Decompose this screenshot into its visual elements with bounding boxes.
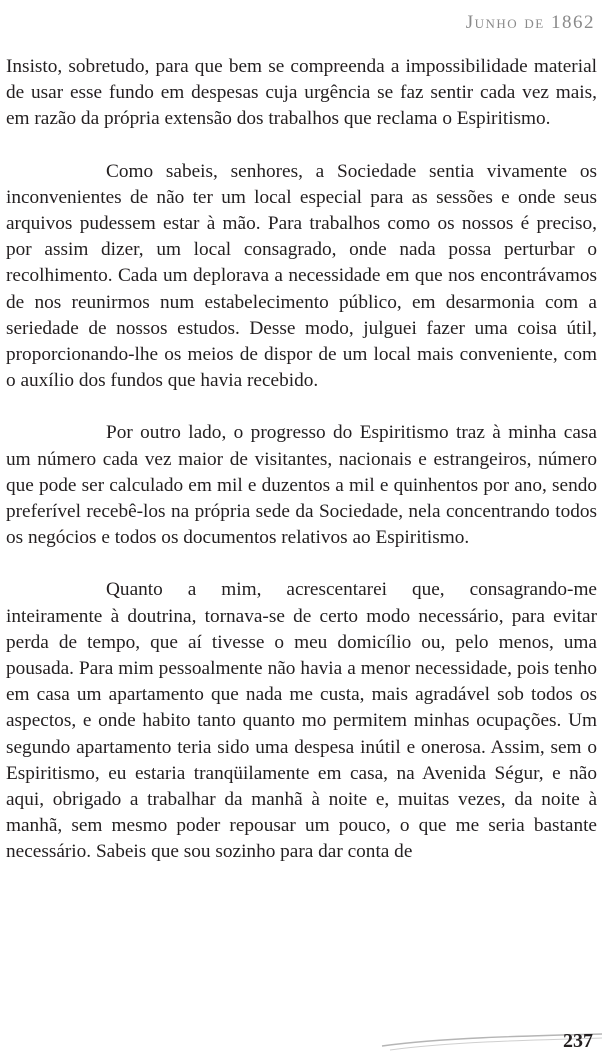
paragraph: Insisto, sobretudo, para que bem se compreenda a impossibilidade material de usar esse fundo em despesas cuja urgência se faz sentir cada vez mais, em razão da própria extensão dos trabalhos que reclama o Espiritismo. (6, 56, 597, 130)
paragraph: Quanto a mim, acrescentarei que, consagrando-me inteiramente à doutrina, tornava-se de certo modo necessário, para evitar perda de tempo, que aí tivesse o meu domicílio ou, pelo menos, uma pousada. Para mim pessoalmente não havia a menor necessidade, pois tenho em casa um apartamento que nada me custa, mais agradável sob todos os aspectos, e onde habito tanto quanto mo permitem minhas ocupações. Um segundo apartamento teria sido uma despesa inútil e onerosa. Assim, sem o Espiritismo, eu estaria tranqüilamente em casa, na Avenida Ségur, e não aqui, obrigado a trabalhar da manhã à noite e, muitas vezes, da noite à manhã, sem mesmo poder repousar um pouco, o que me seria bastante necessário. Sabeis que sou sozinho para dar conta de (6, 579, 597, 863)
paragraph: Como sabeis, senhores, a Sociedade sentia vivamente os inconvenientes de não ter um local especial para as sessões e onde seus arquivos pudessem estar à mão. Para trabalhos como os nossos é preciso, por assim dizer, um local consagrado, onde nada possa perturbar o recolhimento. Cada um deplorava a necessidade em que nos encontrávamos de nos reunirmos num estabelecimento público, em desarmonia com a seriedade de nossos estudos. Desse modo, julguei fazer uma coisa útil, proporcionando-lhe os meios de dispor de um local mais conveniente, com o auxílio dos fundos que havia recebido. (6, 160, 597, 392)
page-number: 237 (563, 1030, 593, 1052)
page-body (6, 54, 597, 892)
running-header: Junho de 1862 (465, 12, 595, 33)
paragraph: Por outro lado, o progresso do Espiritismo traz à minha casa um número cada vez maior de visitantes, nacionais e estrangeiros, número que pode ser calculado em mil e duzentos a mil e quinhentos por ano, sendo preferível recebê-los na própria sede da Sociedade, nela concentrando todos os negócios e todos os documentos relativos ao Espiritismo. (6, 422, 597, 549)
